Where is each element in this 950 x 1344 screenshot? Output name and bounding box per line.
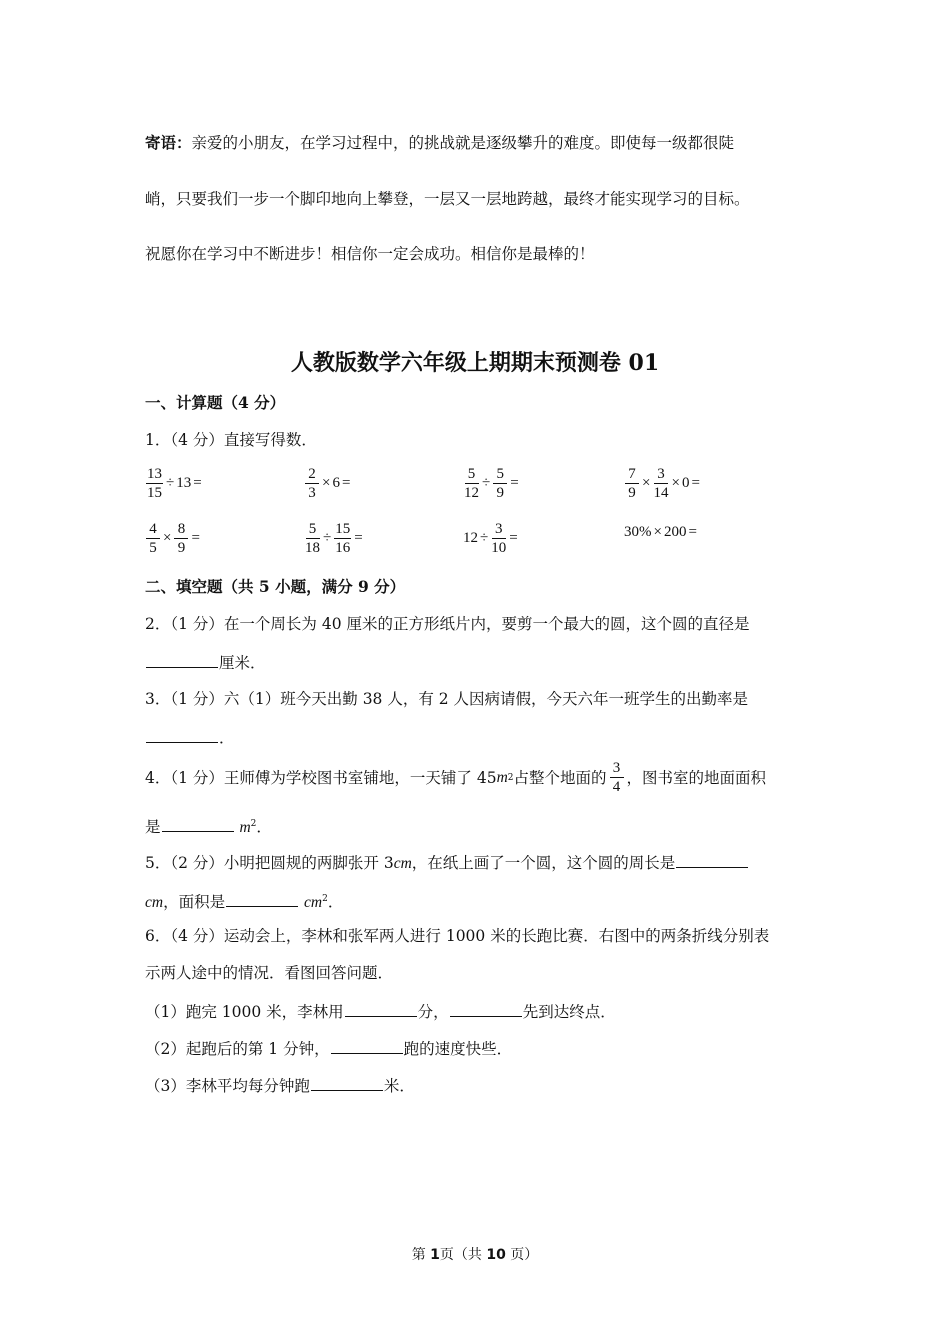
fraction: $\frac{3}{10}$ bbox=[491, 521, 507, 556]
expr-6: $\frac{5}{18}$ ÷ $\frac{15}{16}$ = bbox=[305, 521, 363, 556]
answer-blank[interactable] bbox=[331, 1037, 403, 1054]
answer-blank[interactable] bbox=[676, 851, 748, 868]
answer-blank[interactable] bbox=[162, 815, 234, 832]
fraction: $\frac{3}{4}$ bbox=[610, 760, 624, 795]
page-title: 人教版数学六年级上期期末预测卷 01 bbox=[290, 350, 660, 376]
question-4-line-1: 4．（1 分）王师傅为学校图书室铺地，一天铺了 45 m 2 占整个地面的 $\frac{3}{4}$ ，图书室的地面面积 bbox=[145, 760, 767, 795]
question-2-line-1: 2．（1 分）在一个周长为 40 厘米的正方形纸片内，要剪一个最大的圆，这个圆的直径是 bbox=[145, 615, 750, 633]
answer-blank[interactable] bbox=[146, 651, 218, 668]
expr-8: 30% × 200 = bbox=[624, 524, 697, 540]
fraction: $\frac{5}{12}$ bbox=[464, 466, 479, 501]
question-3-line-2: ． bbox=[145, 726, 235, 748]
answer-blank[interactable] bbox=[146, 726, 218, 743]
fraction: $\frac{4}{5}$ bbox=[146, 521, 160, 556]
question-3-line-1: 3．（1 分）六（1）班今天出勤 38 人，有 2 人因病请假，今天六年一班学生的出勤率是 bbox=[145, 690, 749, 708]
preface-line-2: 峭，只要我们一步一个脚印地向上攀登，一层又一层地跨越，最终才能实现学习的目标。 bbox=[145, 190, 750, 208]
answer-blank[interactable] bbox=[450, 1000, 522, 1017]
section-1-heading: 一、计算题（4 分） bbox=[145, 393, 286, 412]
question-2-line-2: 厘米． bbox=[145, 651, 266, 673]
question-6-sub-1: （1）跑完 1000 米，李林用 分， 先到达终点． bbox=[145, 1000, 616, 1022]
question-6-line-1: 6．（4 分）运动会上，李林和张军两人进行 1000 米的长跑比赛．右图中的两条折线分别表 bbox=[145, 927, 770, 945]
expr-1: $\frac{13}{15}$ ÷ 13 = bbox=[147, 466, 202, 501]
question-5-line-1: 5．（2 分）小明把圆规的两脚张开 3cm，在纸上画了一个圆，这个圆的周长是 bbox=[145, 851, 749, 874]
preface-line-1 bbox=[145, 133, 734, 153]
fraction: $\frac{2}{3}$ bbox=[305, 466, 319, 501]
question-6-sub-3: （3）李林平均每分钟跑 米． bbox=[145, 1074, 415, 1096]
expr-3: $\frac{5}{12}$ ÷ $\frac{5}{9}$ = bbox=[464, 466, 519, 501]
expr-5: $\frac{4}{5}$ × $\frac{8}{9}$ = bbox=[145, 521, 202, 556]
fraction: $\frac{7}{9}$ bbox=[625, 466, 639, 501]
fraction: $\frac{3}{14}$ bbox=[653, 466, 669, 501]
preface-text-1: 亲爱的小朋友，在学习过程中，的挑战就是逐级攀升的难度。即使每一级都很陡 bbox=[191, 134, 735, 152]
expr-2: $\frac{2}{3}$ × 6 = bbox=[304, 466, 352, 501]
question-1-prompt: 1．（4 分）直接写得数． bbox=[145, 431, 317, 449]
section-2-heading: 二、填空题（共 5 小题，满分 9 分） bbox=[145, 577, 406, 596]
expr-7: 12 ÷ $\frac{3}{10}$ = bbox=[463, 521, 518, 556]
fraction: $\frac{5}{9}$ bbox=[493, 466, 507, 501]
question-5-line-2: cm，面积是 $cm^2$． bbox=[145, 889, 343, 913]
fraction: $\frac{5}{18}$ bbox=[305, 521, 320, 556]
fraction: $\frac{13}{15}$ bbox=[147, 466, 162, 501]
answer-blank[interactable] bbox=[311, 1074, 383, 1091]
fraction: $\frac{8}{9}$ bbox=[174, 521, 188, 556]
answer-blank[interactable] bbox=[226, 890, 298, 907]
answer-blank[interactable] bbox=[345, 1000, 417, 1017]
preface-label: 寄语： bbox=[145, 133, 192, 152]
expr-4: $\frac{7}{9}$ × $\frac{3}{14}$ × 0 = bbox=[624, 466, 702, 501]
question-6-sub-2: （2）起跑后的第 1 分钟， 跑的速度快些． bbox=[145, 1037, 512, 1059]
question-6-line-2: 示两人途中的情况．看图回答问题． bbox=[145, 964, 394, 982]
preface-line-3: 祝愿你在学习中不断进步！相信你一定会成功。相信你是最棒的！ bbox=[145, 245, 595, 263]
page-footer: 第 1页（共 10 页） bbox=[411, 1247, 539, 1263]
question-4-line-2: 是 $m^2$． bbox=[145, 814, 272, 838]
fraction: $\frac{15}{16}$ bbox=[335, 521, 351, 556]
